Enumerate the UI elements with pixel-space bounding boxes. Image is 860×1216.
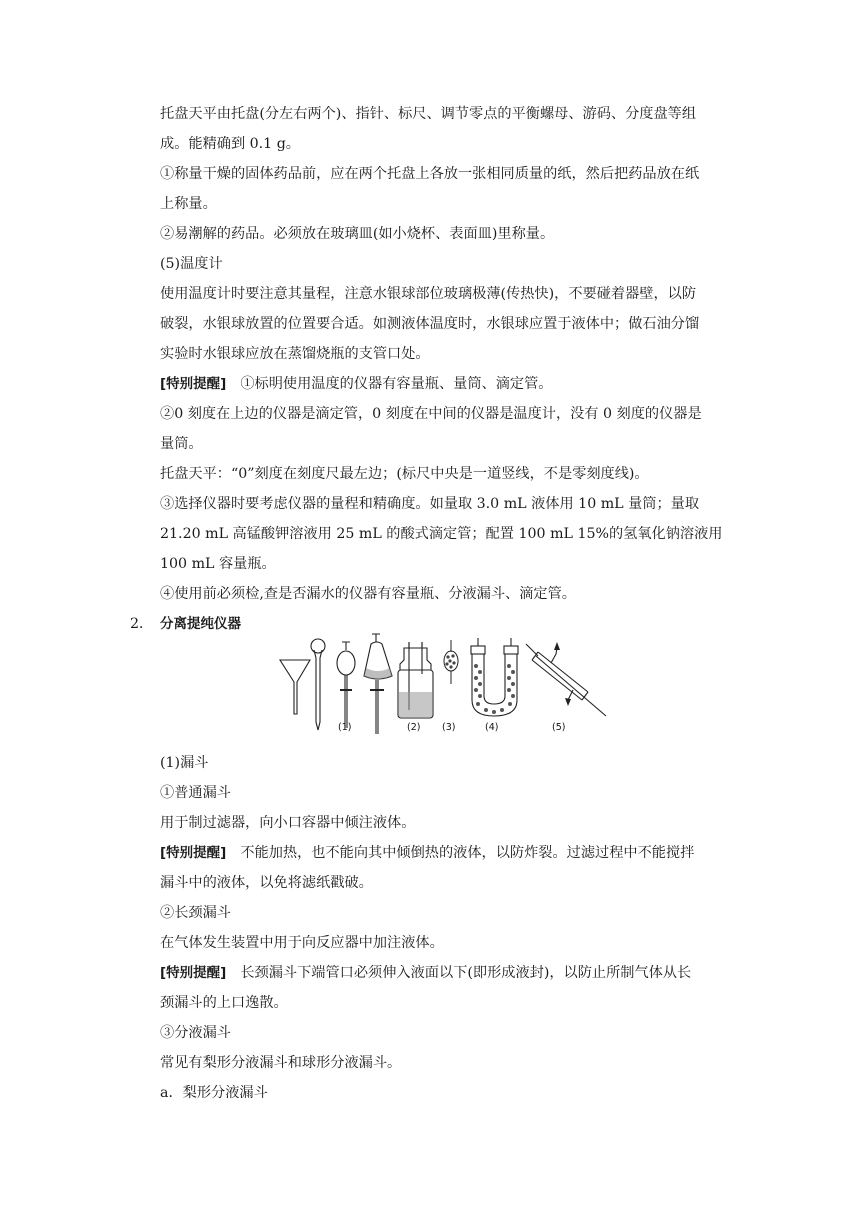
apparatus-figure [276,630,616,740]
paragraph-tip5-2: 漏斗中的液体，以免将滤纸戳破。 [160,875,373,891]
long-neck-funnel-icon [311,639,325,653]
tip-1 [160,369,735,399]
figure-label-2: (2) [407,722,421,733]
paragraph-balance-intro-2: 成。能精确到 0.1 g。 [160,136,300,152]
paragraph-thermo-2: 破裂，水银球放置的位置要合适。如测液体温度时，水银球应置于液体中；做石油分馏 [160,316,700,332]
paragraph-long-neck-funnel: 在气体发生装置中用于向反应器中加注液体。 [160,935,444,951]
figure-label-4: (4) [485,722,499,733]
paragraph-balance-note2: ②易潮解的药品。必须放在玻璃皿(如小烧杯、表面皿)里称量。 [160,226,555,242]
paragraph-tip2-2: 量筒。 [160,436,203,452]
tip-6 [160,958,735,988]
tip-text: 不能加热，也不能向其中倾倒热的液体，以防炸裂。过滤过程中不能搅拌 [240,845,695,861]
paragraph-thermo-1: 使用温度计时要注意其量程，注意水银球部位玻璃极薄(传热快)，不要碰着器壁，以防 [160,286,697,302]
figure-label-5: (5) [552,722,566,733]
heading-separatory-funnel: ③分液漏斗 [160,1025,231,1041]
condenser-icon [526,644,606,716]
heading-thermometer: (5)温度计 [160,256,223,272]
paragraph-thermo-3: 实验时水银球应放在蒸馏烧瓶的支管口处。 [160,346,430,362]
tip-text: ①标明使用温度的仪器有容量瓶、量筒、滴定管。 [240,376,553,392]
paragraph-separatory-funnel: 常见有梨形分液漏斗和球形分液漏斗。 [160,1055,402,1071]
tip-5 [160,838,735,868]
figure-labels [338,722,565,733]
paragraph-balance-note1-2: 上称量。 [160,196,217,212]
paragraph-tip4: ④使用前必须检,查是否漏水的仪器有容量瓶、分液漏斗、滴定管。 [160,586,576,602]
paragraph-tip3-1: ③选择仪器时要考虑仪器的量程和精确度。如量取 3.0 mL 液体用 10 mL 量筒；量取 [160,496,700,512]
paragraph-ordinary-funnel: 用于制过滤器，向小口容器中倾注液体。 [160,815,416,831]
paragraph-tip2-3: 托盘天平：“0”刻度在刻度尺最左边；(标尺中央是一道竖线，不是零刻度线)。 [160,466,649,482]
paragraph-tip6-2: 颈漏斗的上口逸散。 [160,995,288,1011]
paragraph-tip2-1: ②0 刻度在上边的仪器是滴定管，0 刻度在中间的仪器是温度计，没有 0 刻度的仪器是 [160,406,702,422]
paragraph-tip3-3: 100 mL 容量瓶。 [160,556,276,572]
tip-label: [特别提醒] [160,965,227,981]
spherical-separatory-funnel-icon [337,651,355,675]
paragraph-balance-intro-1: 托盘天平由托盘(分左右两个)、指针、标尺、调节零点的平衡螺母、游码、分度盘等组 [160,106,697,122]
apparatus-illustration [276,630,616,740]
section-title: 分离提纯仪器 [160,616,241,632]
ordinary-funnel-icon [280,660,310,714]
tip-label: [特别提醒] [160,376,227,392]
heading-long-neck-funnel: ②长颈漏斗 [160,905,231,921]
heading-pear-funnel: a．梨形分液漏斗 [160,1085,268,1101]
figure-label-1: (1) [338,722,352,733]
heading-funnel: (1)漏斗 [160,755,209,771]
section-number: 2． [130,616,154,632]
tip-label: [特别提醒] [160,845,227,861]
figure-label-3: (3) [442,722,456,733]
tip-text: 长颈漏斗下端管口必须伸入液面以下(即形成液封)，以防止所制气体从长 [240,965,692,981]
paragraph-tip3-2: 21.20 mL 高锰酸钾溶液用 25 mL 的酸式滴定管；配置 100 mL 15%的氢氧化钠溶液用 [160,526,723,542]
paragraph-balance-note1-1: ①称量干燥的固体药品前，应在两个托盘上各放一张相同质量的纸，然后把药品放在纸 [160,166,700,182]
heading-ordinary-funnel: ①普通漏斗 [160,785,231,801]
